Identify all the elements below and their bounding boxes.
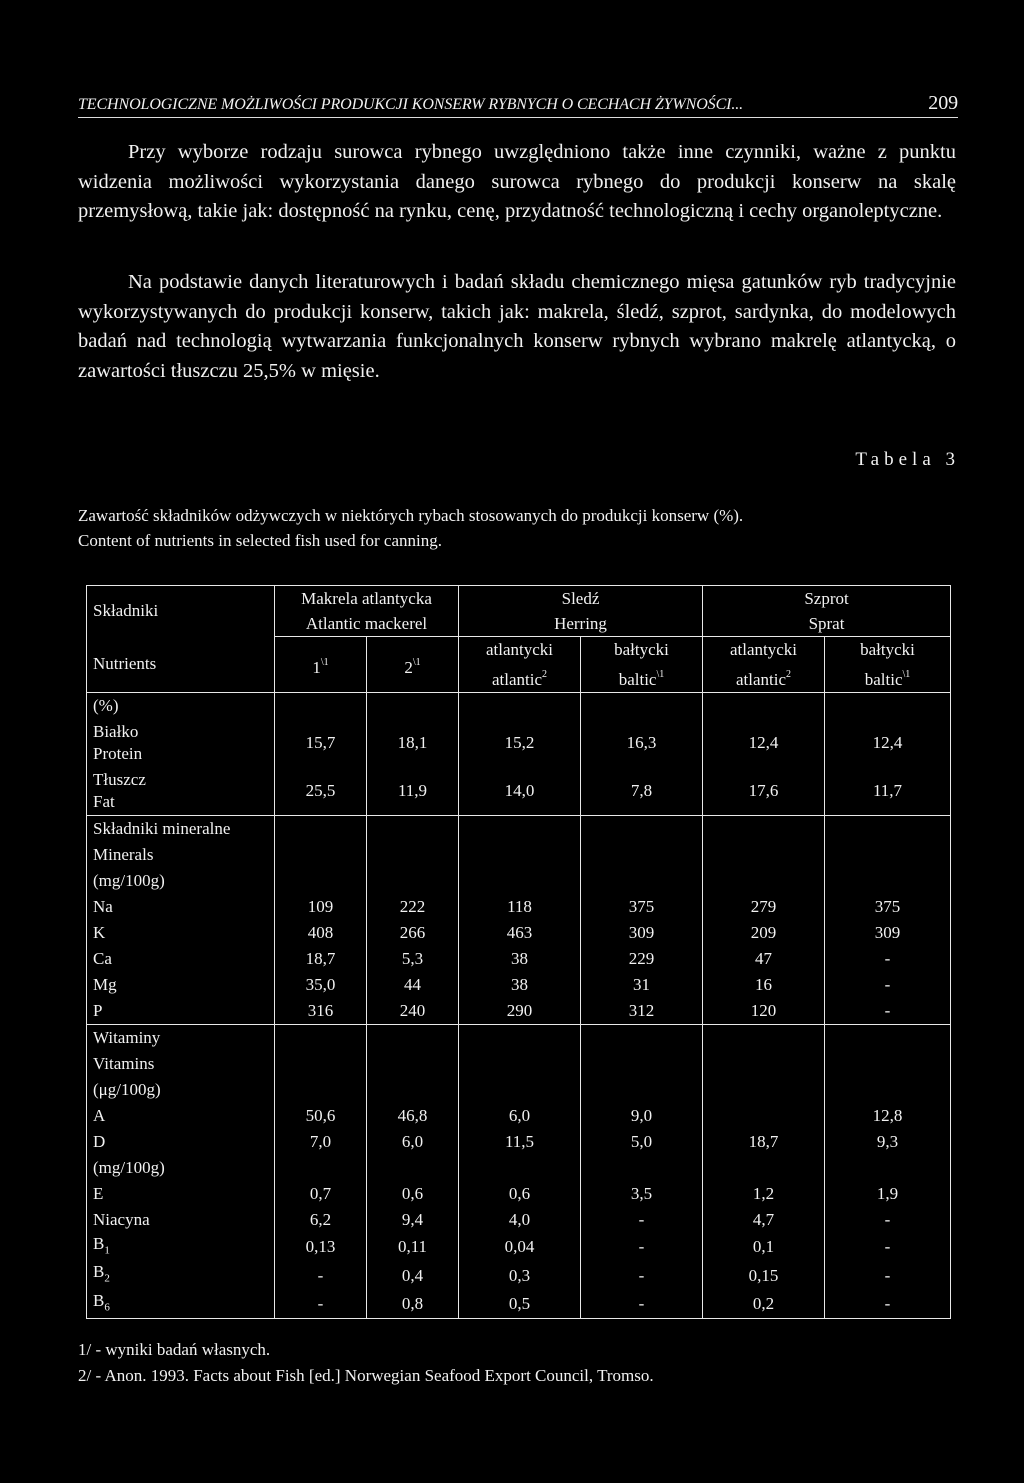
vitamin2-row-1-value-5: 1,2 <box>703 1181 825 1207</box>
header-row-1 <box>87 586 951 637</box>
mineral-row-mg-value-6: - <box>825 972 951 998</box>
minerals-heading-2-value-5 <box>703 842 825 868</box>
vitamin2-row-3-value-4: - <box>581 1233 703 1261</box>
paragraph-2: Na podstawie danych literaturowych i badań składu chemicznego mięsa gatunków ryb tradycyjnie wykorzystywanych do produkcji konserw, takich jak: makrela, śledź, szprot, sardynka, do modelowych badań nad technologią wytwarzania funkcjonalnych konserw rybnych wybrano makrelę atlantycką, o zawartości tłuszczu 25,5% w mięsie. <box>78 271 956 382</box>
nutrient-row-1-value-6: 12,4 <box>825 719 951 767</box>
herring-atl-en: atlantic <box>491 670 543 689</box>
vitamin2-row-4-value-6: - <box>825 1261 951 1289</box>
vitamins-heading-2 <box>87 1051 951 1077</box>
mineral-label: K <box>93 923 106 942</box>
header-herring-pl: Sledź <box>561 589 600 608</box>
vitamins-heading-1-value-5 <box>703 1025 825 1052</box>
herring-atl-note: 2 <box>542 669 548 680</box>
mineral-row-ca-value-3: 38 <box>459 946 581 972</box>
minerals-heading-1-value-5 <box>703 816 825 843</box>
vitamin2-row-3-label <box>87 1233 275 1261</box>
vitamin2-row-3-value-3: 0,04 <box>459 1233 581 1261</box>
vitamin-row-d-value-4: 5,0 <box>581 1129 703 1155</box>
mineral-row-mg-value-2: 44 <box>367 972 459 998</box>
vitamins-heading-3-value-4 <box>581 1077 703 1103</box>
vitamin2-row-3-value-1: 0,13 <box>275 1233 367 1261</box>
vitamin2-row-1-label <box>87 1181 275 1207</box>
vitamin2-row-4-value-4: - <box>581 1261 703 1289</box>
vitamin2-row-5-value-6: - <box>825 1290 951 1319</box>
vitamins-heading-3 <box>87 1077 951 1103</box>
mineral-row-k <box>87 920 951 946</box>
herring-bal-en: baltic <box>618 670 657 689</box>
header-mackerel-en: Atlantic mackerel <box>305 614 428 633</box>
minerals-heading-3 <box>87 868 951 894</box>
percent-label: (%) <box>87 693 275 720</box>
vitamin2-row-5-value-2: 0,8 <box>367 1290 459 1319</box>
mineral-row-p-value-5: 120 <box>703 998 825 1025</box>
minerals-heading-2-value-6 <box>825 842 951 868</box>
mineral-row-k-value-2: 266 <box>367 920 459 946</box>
header-herring-baltic <box>581 637 703 693</box>
vitamin2-row-3 <box>87 1233 951 1261</box>
vitamin2-row-3-value-5: 0,1 <box>703 1233 825 1261</box>
vitamin2-row-4 <box>87 1261 951 1289</box>
vitamin-label: B <box>93 1234 105 1253</box>
vitamins-unit-row-value-3 <box>459 1155 581 1181</box>
mineral-row-na-value-4: 375 <box>581 894 703 920</box>
minerals-heading-1 <box>87 816 951 843</box>
mineral-row-na-value-2: 222 <box>367 894 459 920</box>
vitamin2-row-2-value-3: 4,0 <box>459 1207 581 1233</box>
minerals-heading-1-value-1 <box>275 816 367 843</box>
vitamin2-row-5-value-4: - <box>581 1290 703 1319</box>
mineral-row-mg-value-5: 16 <box>703 972 825 998</box>
minerals-heading-1-value-3 <box>459 816 581 843</box>
mineral-row-k-value-5: 209 <box>703 920 825 946</box>
mineral-row-na-value-6: 375 <box>825 894 951 920</box>
mineral-row-ca-value-4: 229 <box>581 946 703 972</box>
vitamin-label: B <box>93 1290 105 1310</box>
header-col-1 <box>275 637 367 693</box>
vitamins-unit-row <box>87 1155 951 1181</box>
vitamin2-row-2-value-1: 6,2 <box>275 1207 367 1233</box>
mineral-row-k-value-6: 309 <box>825 920 951 946</box>
vitamin2-row-5-value-1: - <box>275 1290 367 1319</box>
vitamin-subscript: 6 <box>104 1301 110 1314</box>
vitamins-heading-2-value-1 <box>275 1051 367 1077</box>
vitamins-unit-text: (mg/100g) <box>93 1158 165 1177</box>
col2-label: 2 <box>404 657 413 677</box>
header-title: TECHNOLOGICZNE MOŻLIWOŚCI PRODUKCJI KONSERW RYBNYCH O CECHACH ŻYWNOŚCI... <box>78 96 744 113</box>
header-mackerel-pl: Makrela atlantycka <box>301 589 432 608</box>
col2-note: \1 <box>412 656 421 668</box>
vitamin-row-a-value-5 <box>703 1103 825 1129</box>
vitamins-heading-2-value-4 <box>581 1051 703 1077</box>
vitamin-subscript: 1 <box>104 1244 110 1257</box>
mineral-row-ca-value-2: 5,3 <box>367 946 459 972</box>
herring-bal-note: \1 <box>656 669 665 680</box>
vitamin2-row-2-value-4: - <box>581 1207 703 1233</box>
header-skladniki: Składniki <box>87 586 275 637</box>
vitamin-row-d-value-2: 6,0 <box>367 1129 459 1155</box>
minerals-heading-2-value-3 <box>459 842 581 868</box>
vitamins-heading-text: Vitamins <box>93 1054 155 1073</box>
header-nutrients: Nutrients <box>87 637 275 693</box>
vitamin-label: E <box>93 1184 104 1203</box>
vitamins-unit-row-label <box>87 1155 275 1181</box>
header-sprat-en: Sprat <box>808 614 845 633</box>
footnote-1: 1/ - wyniki badań własnych. <box>78 1340 271 1359</box>
vitamin-subscript: 2 <box>104 1272 110 1285</box>
vitamin-label: Niacyna <box>93 1210 150 1229</box>
vitamins-heading-3-label <box>87 1077 275 1103</box>
mineral-row-mg-value-3: 38 <box>459 972 581 998</box>
nutrient-row-2 <box>87 767 951 816</box>
mineral-row-p-label <box>87 998 275 1025</box>
vitamin2-row-1-value-1: 0,7 <box>275 1181 367 1207</box>
mineral-row-k-value-3: 463 <box>459 920 581 946</box>
mineral-row-na-label <box>87 894 275 920</box>
mineral-row-na-value-3: 118 <box>459 894 581 920</box>
vitamins-heading-1 <box>87 1025 951 1052</box>
vitamin-row-d-label <box>87 1129 275 1155</box>
mineral-row-mg-value-4: 31 <box>581 972 703 998</box>
vitamin-row-d <box>87 1129 951 1155</box>
vitamin-label: B <box>93 1262 105 1282</box>
vitamin-label: D <box>93 1132 106 1151</box>
vitamin-row-d-value-5: 18,7 <box>703 1129 825 1155</box>
vitamins-heading-1-value-1 <box>275 1025 367 1052</box>
mineral-row-mg <box>87 972 951 998</box>
vitamins-heading-1-label <box>87 1025 275 1052</box>
nutrient-row-2-label <box>87 767 275 816</box>
page-number: 209 <box>928 92 958 114</box>
minerals-heading-2-value-1 <box>275 842 367 868</box>
vitamin2-row-4-value-3: 0,3 <box>459 1261 581 1289</box>
nutrient-row-2-value-6: 11,7 <box>825 767 951 816</box>
header-row-2 <box>87 637 951 693</box>
vitamins-heading-3-value-1 <box>275 1077 367 1103</box>
mineral-row-k-value-4: 309 <box>581 920 703 946</box>
vitamins-heading-2-value-2 <box>367 1051 459 1077</box>
nutrient-row-2-value-3: 14,0 <box>459 767 581 816</box>
minerals-heading-1-value-4 <box>581 816 703 843</box>
minerals-heading-2-label <box>87 842 275 868</box>
vitamin-row-a-value-4: 9,0 <box>581 1103 703 1129</box>
header-sprat-baltic <box>825 637 951 693</box>
mineral-row-ca-label <box>87 946 275 972</box>
table-caption <box>78 503 958 553</box>
minerals-heading-text: Minerals <box>93 845 154 864</box>
vitamin-row-a-label <box>87 1103 275 1129</box>
mineral-row-na <box>87 894 951 920</box>
vitamin2-row-3-value-2: 0,11 <box>367 1233 459 1261</box>
vitamin-row-a <box>87 1103 951 1129</box>
minerals-heading-3-value-4 <box>581 868 703 894</box>
vitamin-row-a-value-6: 12,8 <box>825 1103 951 1129</box>
minerals-heading-1-value-6 <box>825 816 951 843</box>
row-label-en: Fat <box>93 792 115 811</box>
vitamin-row-a-value-2: 46,8 <box>367 1103 459 1129</box>
mineral-row-mg-label <box>87 972 275 998</box>
vitamin2-row-4-value-2: 0,4 <box>367 1261 459 1289</box>
mineral-row-ca-value-6: - <box>825 946 951 972</box>
mineral-row-ca-value-1: 18,7 <box>275 946 367 972</box>
vitamin-row-d-value-6: 9,3 <box>825 1129 951 1155</box>
row-label-en: Protein <box>93 744 143 763</box>
vitamin2-row-2-value-6: - <box>825 1207 951 1233</box>
vitamins-heading-2-value-6 <box>825 1051 951 1077</box>
header-herring <box>459 586 703 637</box>
minerals-heading-3-value-6 <box>825 868 951 894</box>
nutrient-row-1-value-1: 15,7 <box>275 719 367 767</box>
header-mackerel <box>275 586 459 637</box>
vitamin-row-a-value-3: 6,0 <box>459 1103 581 1129</box>
vitamins-heading-3-value-2 <box>367 1077 459 1103</box>
minerals-heading-3-value-5 <box>703 868 825 894</box>
mineral-row-p-value-3: 290 <box>459 998 581 1025</box>
vitamins-heading-3-value-6 <box>825 1077 951 1103</box>
header-col-2 <box>367 637 459 693</box>
vitamin2-row-2 <box>87 1207 951 1233</box>
nutrient-row-1-value-5: 12,4 <box>703 719 825 767</box>
row-label-pl: Tłuszcz <box>93 770 146 789</box>
minerals-heading-3-value-1 <box>275 868 367 894</box>
vitamin2-row-4-value-1: - <box>275 1261 367 1289</box>
minerals-heading-2-value-2 <box>367 842 459 868</box>
vitamins-heading-1-value-4 <box>581 1025 703 1052</box>
row-label-pl: Białko <box>93 722 139 741</box>
vitamin-row-d-value-1: 7,0 <box>275 1129 367 1155</box>
mineral-row-p-value-4: 312 <box>581 998 703 1025</box>
vitamin2-row-1-value-3: 0,6 <box>459 1181 581 1207</box>
vitamin2-row-5-label <box>87 1290 275 1319</box>
nutrient-row-2-value-2: 11,9 <box>367 767 459 816</box>
herring-atl-pl: atlantycki <box>485 640 554 659</box>
vitamin2-row-5-value-5: 0,2 <box>703 1290 825 1319</box>
vitamin-label: A <box>93 1106 106 1125</box>
mineral-label: P <box>93 1001 103 1020</box>
mineral-row-na-value-5: 279 <box>703 894 825 920</box>
vitamins-heading-3-value-3 <box>459 1077 581 1103</box>
paragraph-1: Przy wyborze rodzaju surowca rybnego uwzględniono także inne czynniki, ważne z punktu widzenia możliwości wykorzystania danego surowca rybnego do produkcji konserw na skalę przemysłową, takie jak: dostępność na rynku, cenę, przydatność technologiczną i cechy organoleptyczne. <box>78 141 956 222</box>
minerals-heading-3-label <box>87 868 275 894</box>
caption-polish: Zawartość składników odżywczych w niektórych rybach stosowanych do produkcji konserw (%). <box>78 506 744 525</box>
minerals-heading-text: (mg/100g) <box>93 871 165 890</box>
vitamins-heading-2-label <box>87 1051 275 1077</box>
mineral-row-k-value-1: 408 <box>275 920 367 946</box>
vitamin2-row-3-value-6: - <box>825 1233 951 1261</box>
nutrient-row-2-value-5: 17,6 <box>703 767 825 816</box>
vitamins-heading-2-value-3 <box>459 1051 581 1077</box>
table-label: Tabela 3 <box>855 449 960 470</box>
vitamin-row-d-value-3: 11,5 <box>459 1129 581 1155</box>
mineral-row-mg-value-1: 35,0 <box>275 972 367 998</box>
col1-label: 1 <box>312 657 321 677</box>
nutrient-row-1-label <box>87 719 275 767</box>
vitamin2-row-4-label <box>87 1261 275 1289</box>
sprat-bal-pl: bałtycki <box>860 640 915 659</box>
running-header <box>78 92 958 118</box>
vitamin2-row-2-label <box>87 1207 275 1233</box>
header-herring-atlantic <box>459 637 581 693</box>
mineral-row-p <box>87 998 951 1025</box>
vitamins-heading-1-value-6 <box>825 1025 951 1052</box>
minerals-heading-1-value-2 <box>367 816 459 843</box>
header-sprat-pl: Szprot <box>804 589 849 608</box>
nutrients-table <box>86 585 951 1319</box>
vitamin2-row-5 <box>87 1290 951 1319</box>
mineral-row-ca <box>87 946 951 972</box>
mineral-label: Na <box>93 897 113 916</box>
caption-english: Content of nutrients in selected fish used for canning. <box>78 531 442 550</box>
nutrient-row-1-value-2: 18,1 <box>367 719 459 767</box>
nutrient-row-1-value-4: 16,3 <box>581 719 703 767</box>
sprat-atl-en: atlantic <box>735 670 787 689</box>
vitamin-row-a-value-1: 50,6 <box>275 1103 367 1129</box>
vitamins-heading-1-value-2 <box>367 1025 459 1052</box>
col1-note: \1 <box>320 656 329 668</box>
percent-row <box>87 693 951 720</box>
vitamins-heading-text: (μg/100g) <box>93 1080 161 1099</box>
sprat-bal-en: baltic <box>864 670 903 689</box>
vitamin2-row-4-value-5: 0,15 <box>703 1261 825 1289</box>
header-herring-en: Herring <box>554 614 607 633</box>
vitamins-unit-row-value-1 <box>275 1155 367 1181</box>
vitamin2-row-1-value-4: 3,5 <box>581 1181 703 1207</box>
vitamins-heading-2-value-5 <box>703 1051 825 1077</box>
vitamins-unit-row-value-4 <box>581 1155 703 1181</box>
mineral-row-k-label <box>87 920 275 946</box>
vitamins-unit-row-value-5 <box>703 1155 825 1181</box>
minerals-heading-3-value-3 <box>459 868 581 894</box>
vitamin2-row-2-value-2: 9,4 <box>367 1207 459 1233</box>
header-sprat <box>703 586 951 637</box>
mineral-row-p-value-1: 316 <box>275 998 367 1025</box>
vitamin2-row-5-value-3: 0,5 <box>459 1290 581 1319</box>
vitamins-unit-row-value-6 <box>825 1155 951 1181</box>
vitamins-unit-row-value-2 <box>367 1155 459 1181</box>
vitamin2-row-1-value-2: 0,6 <box>367 1181 459 1207</box>
minerals-heading-1-label <box>87 816 275 843</box>
mineral-row-p-value-2: 240 <box>367 998 459 1025</box>
header-sprat-atlantic <box>703 637 825 693</box>
mineral-row-ca-value-5: 47 <box>703 946 825 972</box>
mineral-row-na-value-1: 109 <box>275 894 367 920</box>
footnote-2: 2/ - Anon. 1993. Facts about Fish [ed.] Norwegian Seafood Export Council, Tromso. <box>78 1366 654 1385</box>
sprat-atl-pl: atlantycki <box>729 640 798 659</box>
vitamin2-row-1 <box>87 1181 951 1207</box>
minerals-heading-text: Składniki mineralne <box>93 819 231 838</box>
nutrient-row-1 <box>87 719 951 767</box>
vitamin2-row-1-value-6: 1,9 <box>825 1181 951 1207</box>
minerals-heading-2 <box>87 842 951 868</box>
herring-bal-pl: bałtycki <box>614 640 669 659</box>
nutrient-row-1-value-3: 15,2 <box>459 719 581 767</box>
vitamin2-row-2-value-5: 4,7 <box>703 1207 825 1233</box>
mineral-row-p-value-6: - <box>825 998 951 1025</box>
nutrient-row-2-value-1: 25,5 <box>275 767 367 816</box>
nutrient-row-2-value-4: 7,8 <box>581 767 703 816</box>
vitamins-heading-1-value-3 <box>459 1025 581 1052</box>
sprat-bal-note: \1 <box>902 669 911 680</box>
minerals-heading-3-value-2 <box>367 868 459 894</box>
vitamins-heading-3-value-5 <box>703 1077 825 1103</box>
mineral-label: Ca <box>93 949 112 968</box>
footnotes <box>78 1337 958 1389</box>
sprat-atl-note: 2 <box>786 669 792 680</box>
mineral-label: Mg <box>93 975 117 994</box>
vitamins-heading-text: Witaminy <box>93 1028 161 1047</box>
minerals-heading-2-value-4 <box>581 842 703 868</box>
